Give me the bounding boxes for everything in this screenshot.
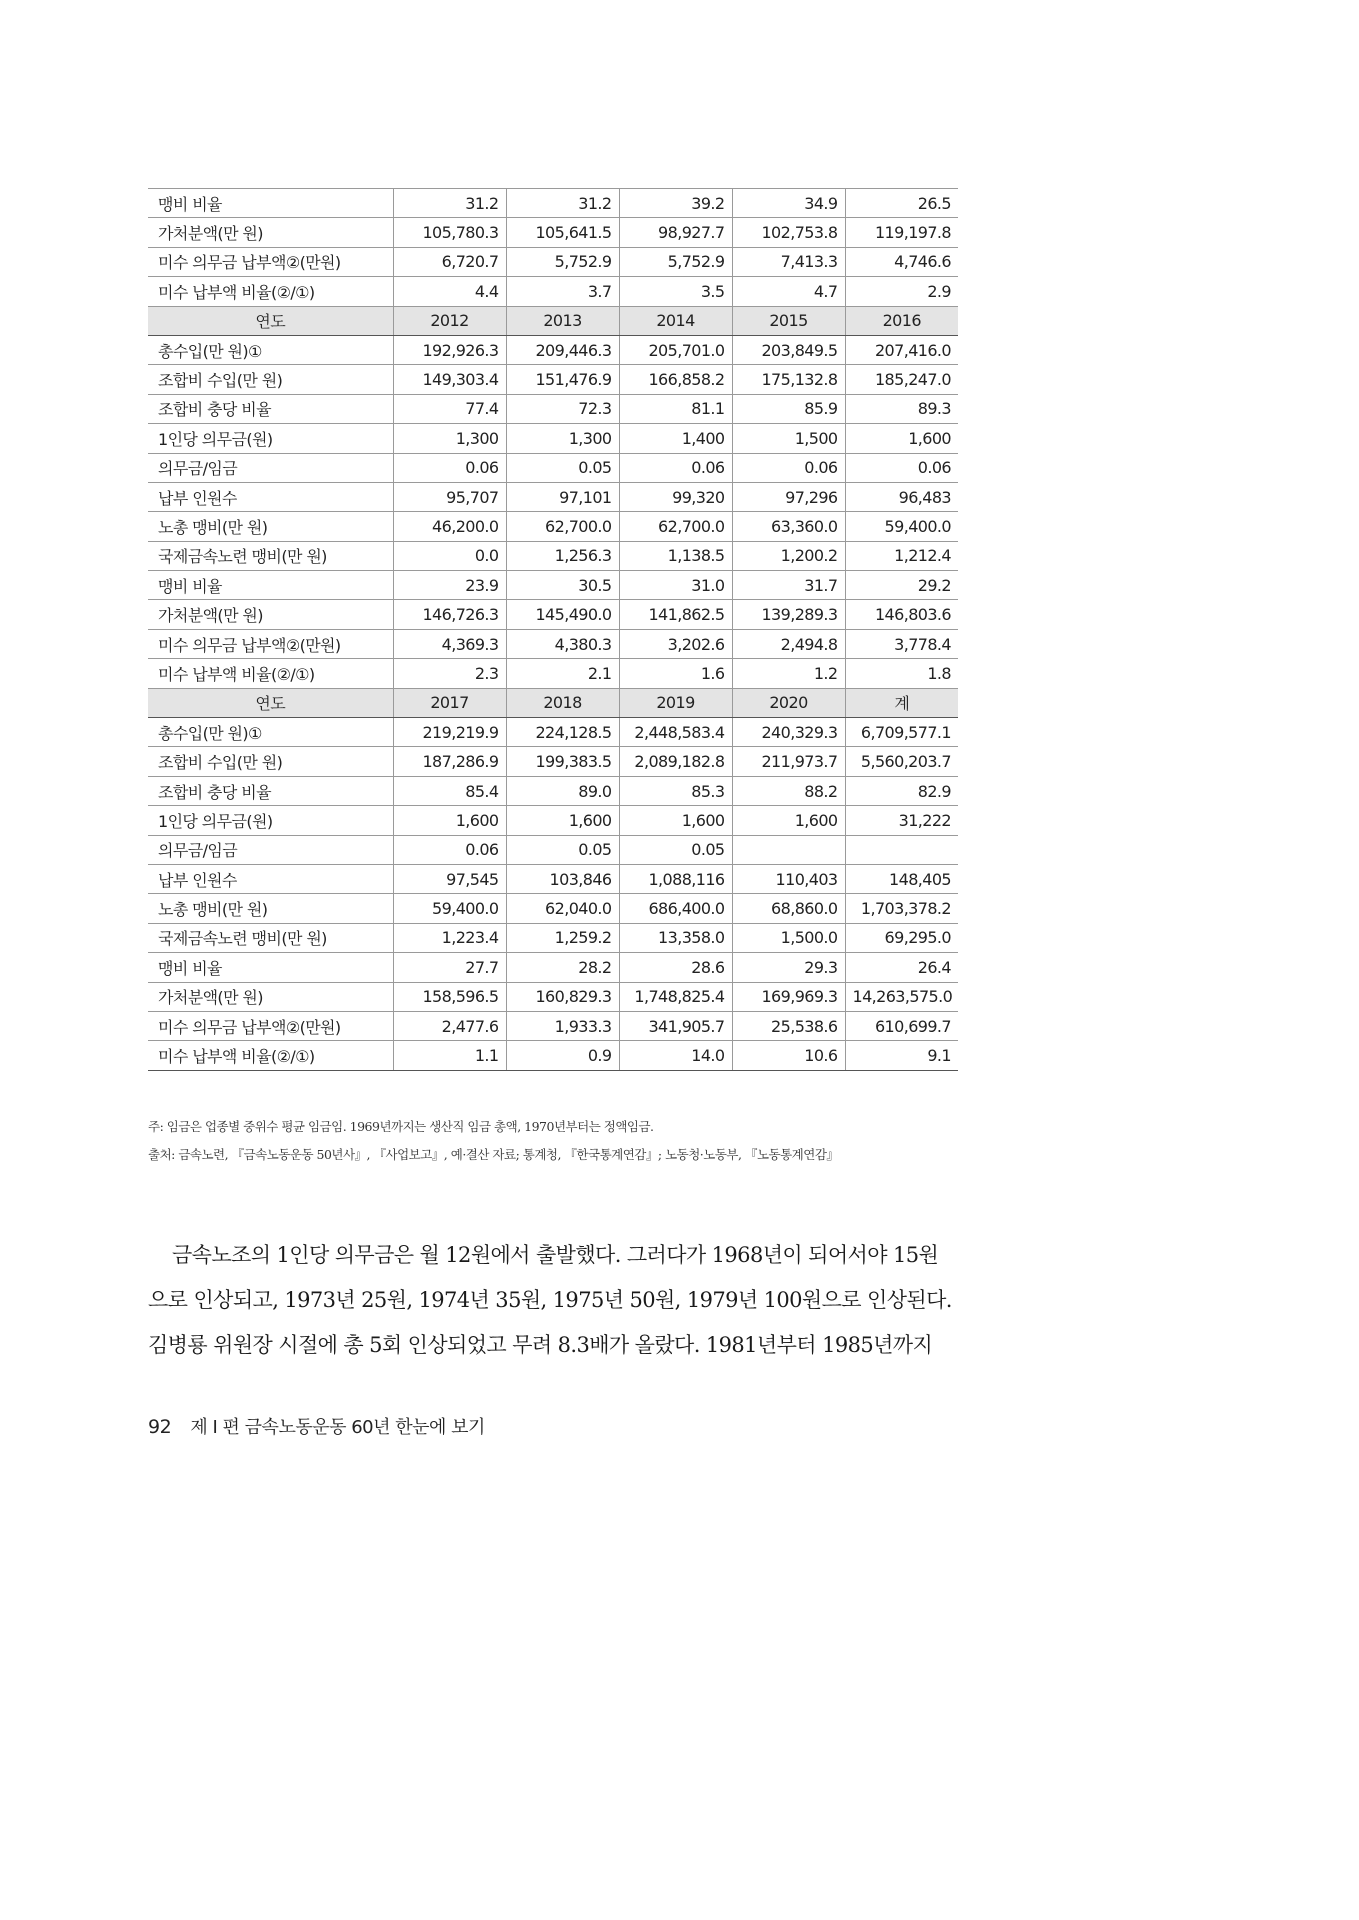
value-cell: 166,858.2 [619,365,732,394]
row-label: 미수 납부액 비율(②/①) [148,659,393,688]
value-cell: 1,600 [845,424,958,453]
value-cell: 62,700.0 [619,512,732,541]
year-header-row [148,306,958,335]
year-header-label: 연도 [148,306,393,335]
value-cell: 29.3 [732,953,845,982]
value-cell [732,835,845,864]
table-row [148,718,958,747]
value-cell: 95,707 [393,482,506,511]
table-row [148,894,958,923]
table-row [148,394,958,423]
value-cell: 72.3 [506,394,619,423]
value-cell: 199,383.5 [506,747,619,776]
value-cell: 59,400.0 [845,512,958,541]
year-header-cell: 2017 [393,688,506,717]
value-cell: 151,476.9 [506,365,619,394]
value-cell: 2,448,583.4 [619,718,732,747]
value-cell: 25,538.6 [732,1011,845,1040]
row-label: 1인당 의무금(원) [148,806,393,835]
value-cell: 1.2 [732,659,845,688]
table-row [148,629,958,658]
body-line: 으로 인상되고, 1973년 25원, 1974년 35원, 1975년 50원, 1979년 100원으로 인상된다. [148,1288,952,1312]
value-cell: 88.2 [732,776,845,805]
value-cell: 2.9 [845,277,958,306]
value-cell: 4,369.3 [393,629,506,658]
row-label: 국제금속노련 맹비(만 원) [148,923,393,952]
value-cell: 85.3 [619,776,732,805]
row-label: 의무금/임금 [148,453,393,482]
value-cell: 341,905.7 [619,1011,732,1040]
value-cell: 29.2 [845,571,958,600]
value-cell: 13,358.0 [619,923,732,952]
year-header-cell: 계 [845,688,958,717]
value-cell: 1,748,825.4 [619,982,732,1011]
row-label: 의무금/임금 [148,835,393,864]
value-cell: 31.7 [732,571,845,600]
value-cell: 169,969.3 [732,982,845,1011]
value-cell: 81.1 [619,394,732,423]
value-cell: 1,259.2 [506,923,619,952]
table-row [148,365,958,394]
value-cell: 5,560,203.7 [845,747,958,776]
value-cell: 31.2 [506,189,619,218]
value-cell: 160,829.3 [506,982,619,1011]
value-cell: 175,132.8 [732,365,845,394]
table-row [148,541,958,570]
value-cell: 2,089,182.8 [619,747,732,776]
table-row [148,806,958,835]
value-cell: 1,600 [506,806,619,835]
table-row [148,1041,958,1070]
value-cell: 96,483 [845,482,958,511]
value-cell: 141,862.5 [619,600,732,629]
year-header-cell: 2020 [732,688,845,717]
year-header-label: 연도 [148,688,393,717]
value-cell: 59,400.0 [393,894,506,923]
value-cell: 4.4 [393,277,506,306]
table-notes [148,1113,958,1169]
value-cell: 9.1 [845,1041,958,1070]
value-cell: 2,477.6 [393,1011,506,1040]
year-header-cell: 2016 [845,306,958,335]
table-row [148,776,958,805]
value-cell: 82.9 [845,776,958,805]
value-cell: 192,926.3 [393,335,506,364]
value-cell: 3,202.6 [619,629,732,658]
table-row [148,189,958,218]
value-cell: 149,303.4 [393,365,506,394]
value-cell: 1.6 [619,659,732,688]
table-row [148,277,958,306]
value-cell: 27.7 [393,953,506,982]
value-cell: 1,500.0 [732,923,845,952]
value-cell: 89.0 [506,776,619,805]
value-cell: 34.9 [732,189,845,218]
value-cell: 62,700.0 [506,512,619,541]
row-label: 조합비 충당 비율 [148,394,393,423]
value-cell: 31.0 [619,571,732,600]
value-cell: 145,490.0 [506,600,619,629]
page-footer [148,1413,485,1439]
table-row [148,218,958,247]
value-cell: 77.4 [393,394,506,423]
value-cell: 139,289.3 [732,600,845,629]
value-cell: 0.05 [506,453,619,482]
table-row [148,747,958,776]
table-row [148,424,958,453]
value-cell: 28.2 [506,953,619,982]
value-cell: 1.1 [393,1041,506,1070]
value-cell: 224,128.5 [506,718,619,747]
value-cell: 146,803.6 [845,600,958,629]
row-label: 조합비 수입(만 원) [148,365,393,394]
row-label: 맹비 비율 [148,953,393,982]
value-cell: 105,641.5 [506,218,619,247]
value-cell: 1,223.4 [393,923,506,952]
row-label: 미수 납부액 비율(②/①) [148,277,393,306]
value-cell: 46,200.0 [393,512,506,541]
body-line: 금속노조의 1인당 의무금은 월 12원에서 출발했다. 그러다가 1968년이 되어서야 15원 [172,1243,939,1267]
table-row [148,864,958,893]
value-cell: 205,701.0 [619,335,732,364]
value-cell: 23.9 [393,571,506,600]
value-cell: 39.2 [619,189,732,218]
value-cell: 0.06 [393,835,506,864]
table-row [148,982,958,1011]
row-label: 총수입(만 원)① [148,335,393,364]
value-cell: 31,222 [845,806,958,835]
year-header-cell: 2012 [393,306,506,335]
value-cell: 102,753.8 [732,218,845,247]
row-label: 가처분액(만 원) [148,982,393,1011]
value-cell: 1,138.5 [619,541,732,570]
stats-table [148,188,958,1071]
value-cell: 1,400 [619,424,732,453]
value-cell: 30.5 [506,571,619,600]
value-cell: 62,040.0 [506,894,619,923]
stats-table-body [148,189,958,1071]
row-label: 노총 맹비(만 원) [148,512,393,541]
row-label: 1인당 의무금(원) [148,424,393,453]
value-cell: 0.06 [619,453,732,482]
value-cell: 686,400.0 [619,894,732,923]
year-header-cell: 2018 [506,688,619,717]
value-cell: 3,778.4 [845,629,958,658]
running-title: 제 I 편 금속노동운동 60년 한눈에 보기 [190,1417,485,1438]
row-label: 가처분액(만 원) [148,218,393,247]
value-cell: 14,263,575.0 [845,982,958,1011]
value-cell: 207,416.0 [845,335,958,364]
value-cell: 97,296 [732,482,845,511]
value-cell: 97,545 [393,864,506,893]
row-label: 납부 인원수 [148,864,393,893]
value-cell: 14.0 [619,1041,732,1070]
value-cell: 68,860.0 [732,894,845,923]
value-cell: 69,295.0 [845,923,958,952]
row-label: 미수 의무금 납부액②(만원) [148,1011,393,1040]
value-cell: 4.7 [732,277,845,306]
row-label: 맹비 비율 [148,189,393,218]
body-line: 김병룡 위원장 시절에 총 5회 인상되었고 무려 8.3배가 올랐다. 1981년부터 1985년까지 [148,1333,933,1357]
table-row [148,600,958,629]
value-cell: 1,600 [732,806,845,835]
table-row [148,512,958,541]
table-row [148,953,958,982]
value-cell: 63,360.0 [732,512,845,541]
value-cell: 185,247.0 [845,365,958,394]
value-cell: 6,709,577.1 [845,718,958,747]
value-cell: 1,212.4 [845,541,958,570]
value-cell: 97,101 [506,482,619,511]
value-cell: 148,405 [845,864,958,893]
value-cell: 85.9 [732,394,845,423]
value-cell: 99,320 [619,482,732,511]
table-row [148,482,958,511]
value-cell: 105,780.3 [393,218,506,247]
row-label: 조합비 수입(만 원) [148,747,393,776]
value-cell: 2,494.8 [732,629,845,658]
value-cell: 5,752.9 [619,247,732,276]
table-row [148,335,958,364]
value-cell: 3.7 [506,277,619,306]
row-label: 미수 의무금 납부액②(만원) [148,247,393,276]
year-header-cell: 2019 [619,688,732,717]
row-label: 맹비 비율 [148,571,393,600]
value-cell: 2.1 [506,659,619,688]
value-cell: 219,219.9 [393,718,506,747]
value-cell: 1,600 [393,806,506,835]
row-label: 납부 인원수 [148,482,393,511]
value-cell: 1,500 [732,424,845,453]
body-paragraph [148,1233,960,1368]
year-header-cell: 2013 [506,306,619,335]
year-header-cell: 2015 [732,306,845,335]
value-cell: 3.5 [619,277,732,306]
table-row [148,453,958,482]
value-cell: 26.4 [845,953,958,982]
value-cell: 146,726.3 [393,600,506,629]
row-label: 미수 의무금 납부액②(만원) [148,629,393,658]
value-cell: 1,933.3 [506,1011,619,1040]
value-cell: 240,329.3 [732,718,845,747]
row-label: 미수 납부액 비율(②/①) [148,1041,393,1070]
value-cell: 0.0 [393,541,506,570]
value-cell: 119,197.8 [845,218,958,247]
value-cell: 158,596.5 [393,982,506,1011]
value-cell: 98,927.7 [619,218,732,247]
value-cell: 6,720.7 [393,247,506,276]
value-cell: 1,300 [506,424,619,453]
value-cell: 0.06 [393,453,506,482]
value-cell: 1,256.3 [506,541,619,570]
value-cell: 187,286.9 [393,747,506,776]
table-row [148,659,958,688]
table-note: 주: 임금은 업종별 중위수 평균 임금임. 1969년까지는 생산직 임금 총액, 1970년부터는 정액임금. [148,1119,654,1134]
value-cell: 10.6 [732,1041,845,1070]
value-cell: 1,088,116 [619,864,732,893]
row-label: 총수입(만 원)① [148,718,393,747]
table-row [148,1011,958,1040]
value-cell: 4,380.3 [506,629,619,658]
row-label: 국제금속노련 맹비(만 원) [148,541,393,570]
value-cell: 89.3 [845,394,958,423]
value-cell: 0.06 [732,453,845,482]
table-row [148,571,958,600]
page-number: 92 [148,1416,172,1438]
value-cell [845,835,958,864]
value-cell: 0.9 [506,1041,619,1070]
table-row [148,923,958,952]
value-cell: 26.5 [845,189,958,218]
value-cell: 2.3 [393,659,506,688]
value-cell: 4,746.6 [845,247,958,276]
table-row [148,835,958,864]
value-cell: 1,300 [393,424,506,453]
value-cell: 211,973.7 [732,747,845,776]
row-label: 노총 맹비(만 원) [148,894,393,923]
value-cell: 209,446.3 [506,335,619,364]
value-cell: 1.8 [845,659,958,688]
table-row [148,247,958,276]
value-cell: 85.4 [393,776,506,805]
value-cell: 1,703,378.2 [845,894,958,923]
value-cell: 110,403 [732,864,845,893]
year-header-row [148,688,958,717]
table-source: 출처: 금속노련, 『금속노동운동 50년사』, 『사업보고』, 예·결산 자료; 통계청, 『한국통계연감』; 노동청·노동부, 『노동통계연감』 [148,1147,839,1162]
value-cell: 0.06 [845,453,958,482]
value-cell: 203,849.5 [732,335,845,364]
value-cell: 103,846 [506,864,619,893]
row-label: 가처분액(만 원) [148,600,393,629]
value-cell: 31.2 [393,189,506,218]
value-cell: 5,752.9 [506,247,619,276]
value-cell: 1,600 [619,806,732,835]
row-label: 조합비 충당 비율 [148,776,393,805]
value-cell: 0.05 [619,835,732,864]
value-cell: 610,699.7 [845,1011,958,1040]
year-header-cell: 2014 [619,306,732,335]
value-cell: 1,200.2 [732,541,845,570]
value-cell: 7,413.3 [732,247,845,276]
value-cell: 28.6 [619,953,732,982]
value-cell: 0.05 [506,835,619,864]
